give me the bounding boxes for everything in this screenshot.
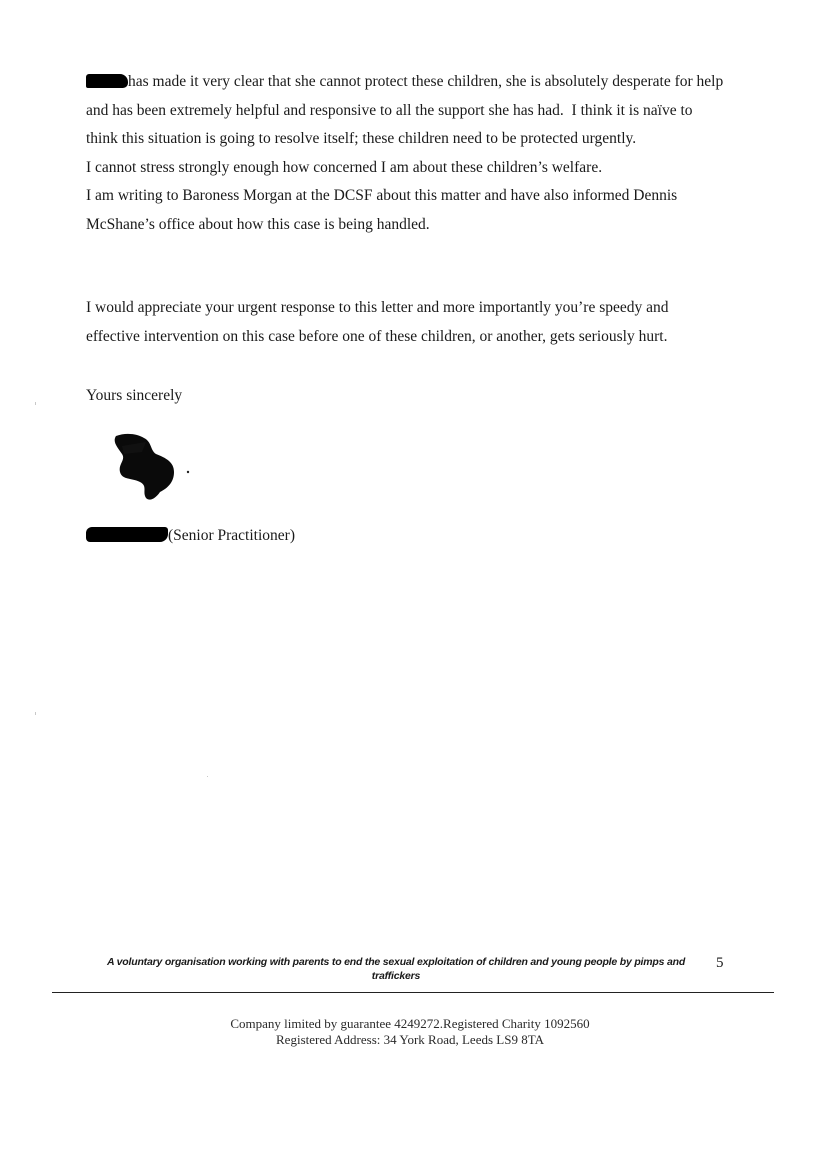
- closing-salutation: Yours sincerely: [86, 387, 183, 404]
- redacted-name: [86, 74, 128, 88]
- footer-company-info: [140, 1016, 680, 1048]
- redacted-signature: [112, 432, 192, 504]
- concern-line: I cannot stress strongly enough how concerned I am about these children’s welfare.: [86, 158, 603, 176]
- scan-speck: [35, 712, 36, 715]
- scan-speck: [207, 776, 208, 777]
- signatory-role: (Senior Practitioner): [168, 527, 295, 544]
- scan-speck: [35, 402, 36, 405]
- page-number: 5: [716, 955, 724, 971]
- registered-address-line: Registered Address: 34 York Road, Leeds LS9 8TA: [276, 1032, 544, 1047]
- signatory-line: [86, 522, 295, 550]
- writing-line: I am writing to Baroness Morgan at the DCSF about this matter and have also informed Dennis McShane’s office about how this case is being handled.: [86, 187, 678, 233]
- paragraph1-sentence2: I think it is naïve to think this situation is going to resolve itself; these children need to be protected urgently.: [86, 101, 693, 147]
- footer-divider: [52, 992, 774, 993]
- letter-paragraph-1: [86, 68, 726, 239]
- footer-tagline: A voluntary organisation working with parents to end the sexual exploitation of children and young people by pimps and traffickers: [106, 956, 686, 982]
- company-registration-line: Company limited by guarantee 4249272.Registered Charity 1092560: [230, 1016, 590, 1031]
- redacted-signatory-name: [86, 527, 168, 542]
- letter-paragraph-2: I would appreciate your urgent response to this letter and more importantly you’re speedy and effective intervention on this case before one of these children, or another, gets seriously hurt.: [86, 299, 669, 345]
- paragraph1-sentence1: has made it very clear that she cannot protect these children, she is absolutely desperate for help and has been extremely helpful and responsive to all the support she has had.: [86, 73, 724, 119]
